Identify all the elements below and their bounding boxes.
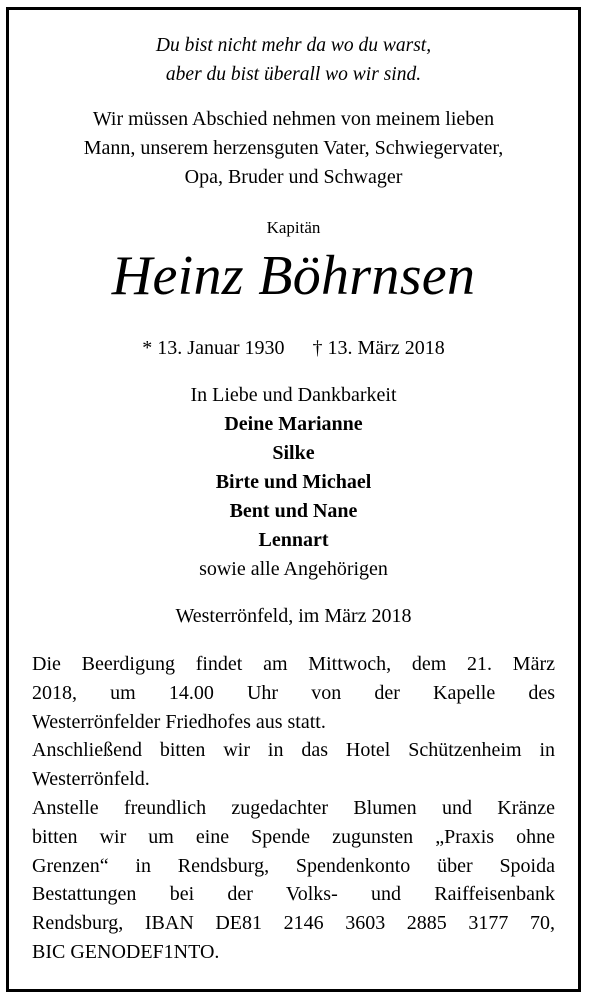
- mourner-name: Deine Marianne: [224, 413, 363, 435]
- mourner-name: Bent und Nane: [229, 500, 358, 522]
- mourner-name: Silke: [272, 442, 315, 464]
- details-line: bitten wir um eine Spende zugunsten „Praxis ohne: [32, 825, 555, 848]
- mourner-name: Birte und Michael: [215, 471, 372, 493]
- obituary-notice: [6, 7, 581, 992]
- intro-line-1: Wir müssen Abschied nehmen von meinem lieben: [92, 108, 495, 130]
- quote-line-2: aber du bist überall wo wir sind.: [165, 64, 422, 85]
- death-date: † 13. März 2018: [312, 337, 445, 359]
- details-line: Grenzen“ in Rendsburg, Spendenkonto über Spoida: [32, 854, 555, 877]
- details-line: 2018, um 14.00 Uhr von der Kapelle des: [32, 681, 555, 704]
- intro-line-3: Opa, Bruder und Schwager: [184, 166, 403, 188]
- mourners-intro: In Liebe und Dankbarkeit: [190, 384, 397, 406]
- intro-line-2: Mann, unserem herzensguten Vater, Schwiegervater,: [83, 137, 504, 159]
- mourner-name: Lennart: [258, 529, 329, 551]
- details-line: Anschließend bitten wir in das Hotel Schützenheim in: [32, 739, 555, 762]
- details-line: BIC GENODEF1NTO.: [32, 940, 220, 963]
- details-line: Bestattungen bei der Volks- und Raiffeisenbank: [32, 883, 555, 906]
- deceased-title: Kapitän: [266, 218, 321, 237]
- details-line: Westerrönfeld.: [32, 768, 150, 791]
- place-date: Westerrönfeld, im März 2018: [175, 605, 412, 627]
- birth-date: * 13. Januar 1930: [142, 337, 285, 359]
- funeral-details: [32, 650, 555, 967]
- details-line: Die Beerdigung findet am Mittwoch, dem 21. März: [32, 653, 555, 675]
- life-dates: [9, 337, 578, 360]
- deceased-name: Heinz Böhrnsen: [111, 245, 476, 307]
- details-line: Rendsburg, IBAN DE81 2146 3603 2885 3177 70,: [32, 912, 555, 935]
- mourners-closing: sowie alle Angehörigen: [199, 558, 388, 580]
- quote-line-1: Du bist nicht mehr da wo du warst,: [155, 35, 432, 56]
- details-line: Anstelle freundlich zugedachter Blumen und Kränze: [32, 796, 555, 819]
- details-line: Westerrönfelder Friedhofes aus statt.: [32, 710, 326, 733]
